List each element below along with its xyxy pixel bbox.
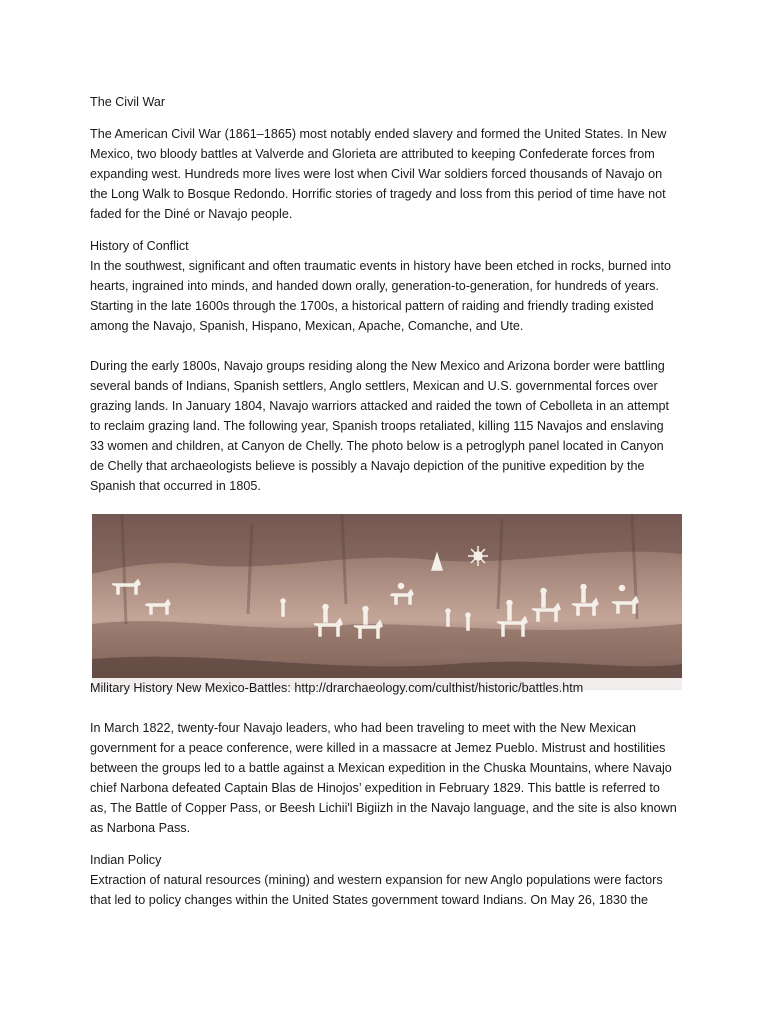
petroglyph-illustration [92,514,682,690]
figure-caption: Military History New Mexico-Battles: http://drarchaeology.com/culthist/historic/battles.htm [90,678,705,698]
paragraph-conflict-2: During the early 1800s, Navajo groups residing along the New Mexico and Arizona border were battling several bands of Indians, Spanish settlers, Anglo settlers, Mexican and U.S. governmental forces over grazing lands. In January 1804, Navajo warriors attacked and raided the town of Cebolleta in an attempt to reclaim grazing land. The following year, Spanish troops retaliated, killing 115 Navajos and enslaving 33 women and children, at Canyon de Chelly. The photo below is a petroglyph panel located in Canyon de Chelly that archaeologists believe is possibly a Navajo depiction of the punitive expedition by the Spanish that occurred in 1805. [90,359,669,493]
petroglyph-photo [92,514,682,690]
sun-glyph [468,546,488,566]
heading-civil-war: The Civil War [90,95,166,109]
heading-history-of-conflict: History of Conflict [90,239,189,253]
document-body [90,92,680,910]
paragraph-1822: In March 1822, twenty-four Navajo leaders, who had been traveling to meet with the New Mexican government for a peace conference, were killed in a massacre at Jemez Pueblo. Mistrust and hostilities between the groups led to a battle against a Mexican expedition in the Chuska Mountains, where Navajo chief Narbona defeated Captain Blas de Hinojos’ expedition in February 1829. This battle is referred to as, The Battle of Copper Pass, or Beesh Lichii'l Bigiizh in the Navajo language, and the site is also known as Narbona Pass. [90,721,677,835]
paragraph-conflict-1: In the southwest, significant and often traumatic events in history have been etched in rocks, burned into hearts, ingrained into minds, and handed down orally, generation-to-generation, for hundreds of years. Starting in the late 1600s through the 1700s, a historical pattern of raiding and friendly trading existed among the Navajo, Spanish, Hispano, Mexican, Apache, Comanche, and Ute. [90,259,672,333]
paragraph-civil-war: The American Civil War (1861–1865) most notably ended slavery and formed the United States. In New Mexico, two bloody battles at Valverde and Glorieta are attributed to keeping Confederate forces from expanding west. Hundreds more lives were lost when Civil War soldiers forced thousands of Navajo on the Long Walk to Bosque Redondo. Horrific stories of tragedy and loss from this period of time have not faded for the Diné or Navajo people. [90,127,667,221]
paragraph-indian-policy: Extraction of natural resources (mining) and western expansion for new Anglo populations were factors that led to policy changes within the United States government toward Indians. On May 26, 1830 the [90,873,663,907]
heading-indian-policy: Indian Policy [90,853,162,867]
